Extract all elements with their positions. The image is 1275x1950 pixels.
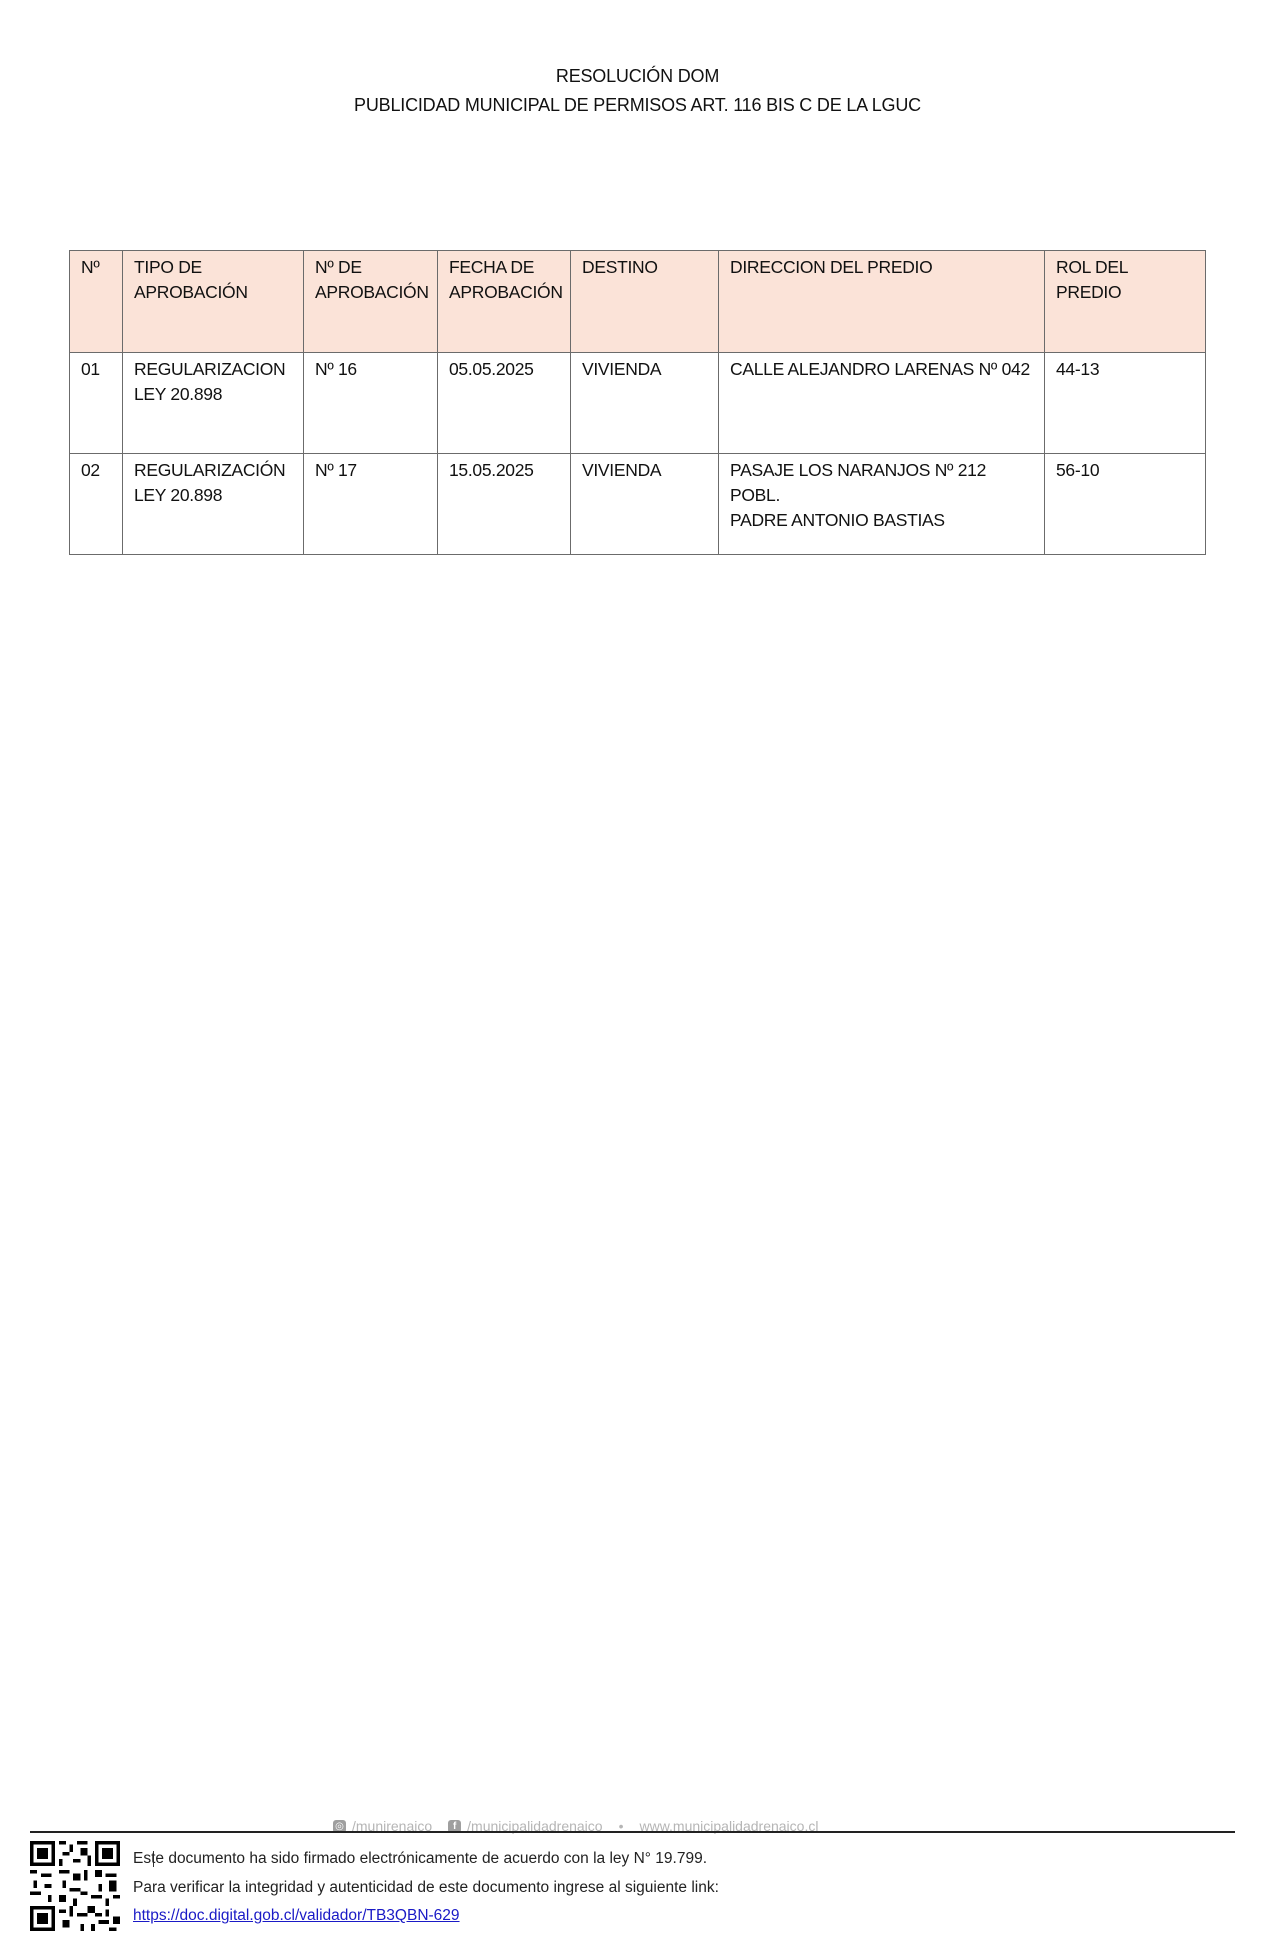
signature-line-1: Este documento ha sido firmado electrónicamente de acuerdo con la ley N° 19.799. <box>133 1850 708 1867</box>
cell-approval-date: 05.05.2025 <box>438 353 571 454</box>
table-header-row <box>70 251 1206 353</box>
cell-address: CALLE ALEJANDRO LARENAS Nº 042 <box>719 353 1045 454</box>
permits-table <box>69 250 1206 555</box>
table-row <box>70 353 1206 454</box>
cell-number: 02 <box>70 454 123 555</box>
column-header-approval-type: TIPO DE APROBACIÓN <box>123 251 304 353</box>
cell-destination: VIVIENDA <box>571 353 719 454</box>
facebook-handle[interactable]: /municipalidadrenaico <box>467 1818 603 1834</box>
document-subtitle: PUBLICIDAD MUNICIPAL DE PERMISOS ART. 116 BIS C DE LA LGUC <box>354 95 921 115</box>
cell-approval-number: Nº 16 <box>304 353 438 454</box>
cell-address: PASAJE LOS NARANJOS Nº 212 POBL. PADRE ANTONIO BASTIAS <box>719 454 1045 555</box>
column-header-approval-date: FECHA DE APROBACIÓN <box>438 251 571 353</box>
column-header-address: DIRECCION DEL PREDIO <box>719 251 1045 353</box>
cell-property-role: 56-10 <box>1045 454 1206 555</box>
cell-destination: VIVIENDA <box>571 454 719 555</box>
footer-divider <box>30 1831 1235 1833</box>
cell-property-role: 44-13 <box>1045 353 1206 454</box>
table-row <box>70 454 1206 555</box>
facebook-icon: f <box>448 1820 461 1833</box>
column-header-property-role: ROL DEL PREDIO <box>1045 251 1206 353</box>
validation-link[interactable]: https://doc.digital.gob.cl/validador/TB3QBN-629 <box>133 1907 460 1924</box>
website-link[interactable]: www.municipalidadrenaico.cl <box>639 1818 819 1834</box>
cell-approval-type: REGULARIZACION LEY 20.898 <box>123 353 304 454</box>
instagram-handle[interactable]: /munirenaico <box>352 1818 433 1834</box>
cell-number: 01 <box>70 353 123 454</box>
column-header-destination: DESTINO <box>571 251 719 353</box>
signature-notice <box>133 1845 719 1931</box>
separator-dot: • <box>618 1818 624 1834</box>
cell-approval-type: REGULARIZACIÓN LEY 20.898 <box>123 454 304 555</box>
cell-approval-number: Nº 17 <box>304 454 438 555</box>
cell-approval-date: 15.05.2025 <box>438 454 571 555</box>
document-title: RESOLUCIÓN DOM <box>555 66 720 86</box>
column-header-approval-number: Nº DE APROBACIÓN <box>304 251 438 353</box>
signature-line-2: Para verificar la integridad y autenticidad de este documento ingrese al siguiente link: <box>133 1878 719 1896</box>
instagram-icon: ◎ <box>333 1820 346 1833</box>
column-header-number: Nº <box>70 251 123 353</box>
qr-code <box>30 1841 120 1931</box>
document-header <box>0 62 1275 120</box>
